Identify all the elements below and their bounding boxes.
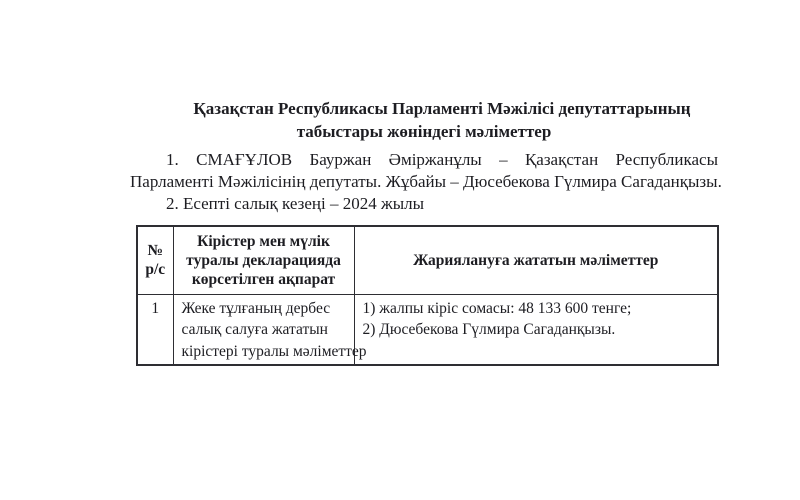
row-number-cell: 1 — [137, 294, 173, 365]
header-number-sign: № — [147, 242, 164, 260]
row-total-income: 1) жалпы кіріс сомасы: 48 133 600 тенге; — [362, 299, 632, 317]
row-published-data-cell — [354, 294, 718, 365]
intro-paragraphs — [130, 149, 722, 215]
table-row — [137, 294, 718, 365]
row-spouse-name: 2) Дюсебекова Гүлмира Сагаданқызы. — [362, 321, 616, 338]
declaration-table — [136, 225, 719, 366]
document-title-line2: табыстары жөніндегі мәліметтер — [296, 122, 552, 141]
header-declared-info-line1: Кірістер мен мүлік — [197, 232, 330, 250]
document-title-line1: Қазақстан Республикасы Парламенті Мәжілісі депутаттарының — [193, 99, 691, 118]
row-declared-info-line3: кірістері туралы мәліметтер — [181, 342, 367, 360]
row-declared-info-line1: Жеке тұлғаның дербес — [181, 299, 331, 317]
table-header-row — [137, 226, 718, 294]
row-declared-info-line2: салық салуға жататын — [181, 321, 328, 338]
document-title — [130, 97, 718, 143]
intro-item1-line2: Парламенті Мәжілісінің депутаты. Жұбайы – Дюсебекова Гүлмира Сагаданқызы. — [130, 172, 722, 191]
header-declared-info-line2: туралы декларацияда — [186, 251, 341, 269]
document-page — [130, 97, 722, 366]
header-published-data-label: Жариялануға жататын мәліметтер — [413, 251, 659, 269]
header-declared-info-line3: көрсетілген ақпарат — [191, 270, 336, 288]
header-cell-declared-info — [173, 226, 354, 294]
intro-item2: 2. Есепті салық кезеңі – 2024 жылы — [166, 194, 425, 213]
header-cell-number — [137, 226, 173, 294]
intro-item1-line1: 1. СМАҒҰЛОВ Бауржан Әміржанұлы – Қазақстан Республикасы — [166, 150, 718, 169]
row-declared-info-cell — [173, 294, 367, 365]
header-number-unit: р/с — [145, 261, 166, 279]
header-cell-published-data — [354, 226, 718, 294]
